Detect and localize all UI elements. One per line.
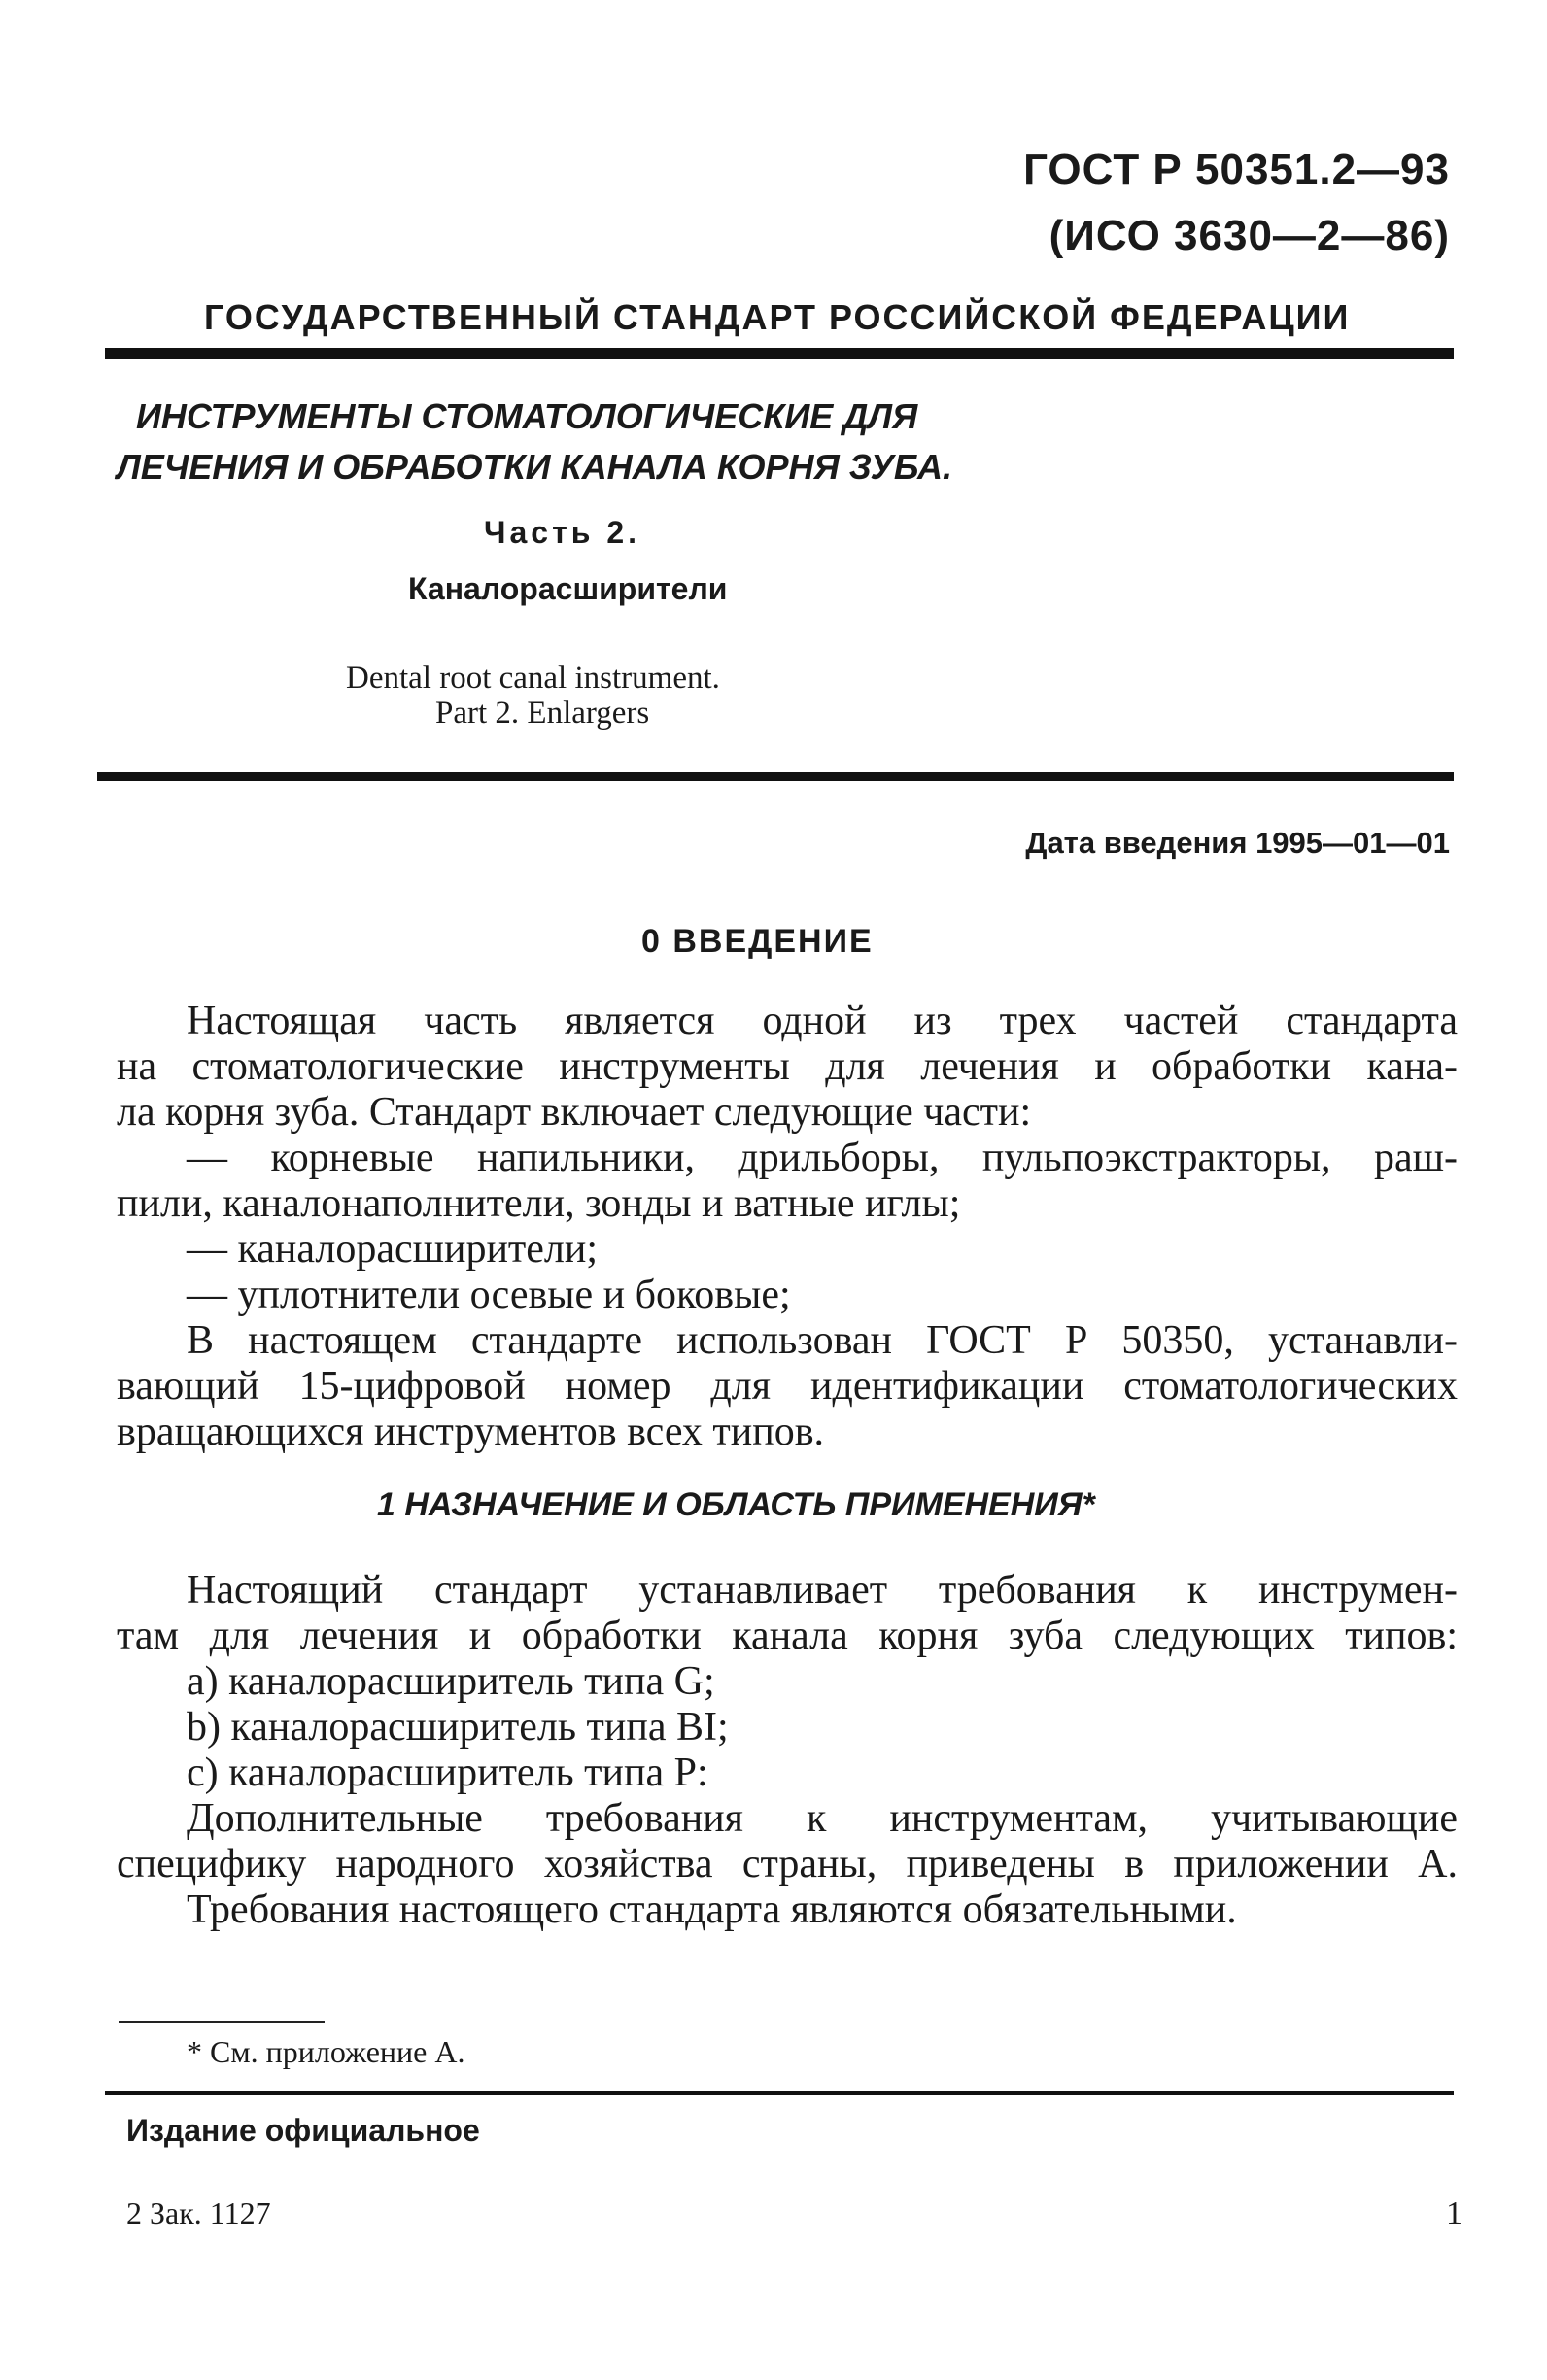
title-rule	[97, 772, 1454, 781]
title-line-2: ЛЕЧЕНИЯ И ОБРАБОТКИ КАНАЛА КОРНЯ ЗУБА.	[117, 447, 953, 487]
list-item: — корневые напильники, дрильборы, пульпоэкстракторы, раш-	[187, 1136, 1458, 1181]
order-number: 2 Зак. 1127	[126, 2195, 271, 2230]
list-item: — каналорасширители;	[187, 1227, 599, 1273]
footer-rule	[105, 2091, 1454, 2095]
introduction-date: Дата введения 1995—01—01	[1025, 826, 1450, 860]
english-title-line-1: Dental root canal instrument.	[346, 661, 720, 696]
page-number: 1	[1446, 2195, 1462, 2231]
footnote: * См. приложение А.	[187, 2034, 465, 2069]
list-item: — уплотнители осевые и боковые;	[187, 1273, 791, 1318]
footnote-rule	[119, 2021, 325, 2023]
list-item: с) каналорасширитель типа P:	[187, 1751, 708, 1796]
list-item-continuation: пили, каналонаполнители, зонды и ватные иглы;	[117, 1181, 961, 1227]
edition-label: Издание официальное	[126, 2113, 480, 2148]
list-item: b) каналорасширитель типа BI;	[187, 1705, 729, 1751]
section-0-heading: 0 ВВЕДЕНИЕ	[641, 923, 874, 960]
section-1-body	[117, 1568, 1458, 1933]
title-line-1: ИНСТРУМЕНТЫ СТОМАТОЛОГИЧЕСКИЕ ДЛЯ	[136, 396, 918, 436]
paragraph-line: Настоящая часть является одной из трех частей стандарта	[187, 999, 1458, 1043]
state-standard-heading: ГОСУДАРСТВЕННЫЙ СТАНДАРТ РОССИЙСКОЙ ФЕДЕРАЦИИ	[204, 297, 1351, 337]
paragraph-line: ла корня зуба. Стандарт включает следующие части:	[117, 1090, 1032, 1136]
paragraph-line: В настоящем стандарте использован ГОСТ Р 50350, устанавли-	[187, 1318, 1458, 1364]
header-rule	[105, 348, 1454, 359]
paragraph-line: Требования настоящего стандарта являются обязательными.	[187, 1887, 1237, 1933]
paragraph-line: специфику народного хозяйства страны, приведены в приложении А.	[117, 1842, 1458, 1887]
part-label: Часть 2.	[484, 515, 640, 550]
paragraph-line: на стоматологические инструменты для лечения и обработки кана-	[117, 1044, 1458, 1090]
document-number: ГОСТ Р 50351.2—93	[1023, 146, 1450, 193]
part-name: Каналорасширители	[408, 571, 728, 606]
section-1-heading: 1 НАЗНАЧЕНИЕ И ОБЛАСТЬ ПРИМЕНЕНИЯ*	[377, 1486, 1095, 1523]
paragraph-line: вращающихся инструментов всех типов.	[117, 1410, 825, 1455]
english-title-line-2: Part 2. Enlargers	[435, 696, 650, 731]
list-item: а) каналорасширитель типа G;	[187, 1659, 715, 1705]
iso-number: (ИСО 3630—2—86)	[1049, 212, 1450, 259]
paragraph-line: Настоящий стандарт устанавливает требования к инструмен-	[187, 1568, 1458, 1613]
section-0-body	[117, 999, 1458, 1455]
paragraph-line: там для лечения и обработки канала корня зуба следующих типов:	[117, 1614, 1458, 1659]
paragraph-line: Дополнительные требования к инструментам, учитывающие	[187, 1796, 1458, 1842]
paragraph-line: вающий 15-цифровой номер для идентификации стоматологических	[117, 1364, 1458, 1410]
